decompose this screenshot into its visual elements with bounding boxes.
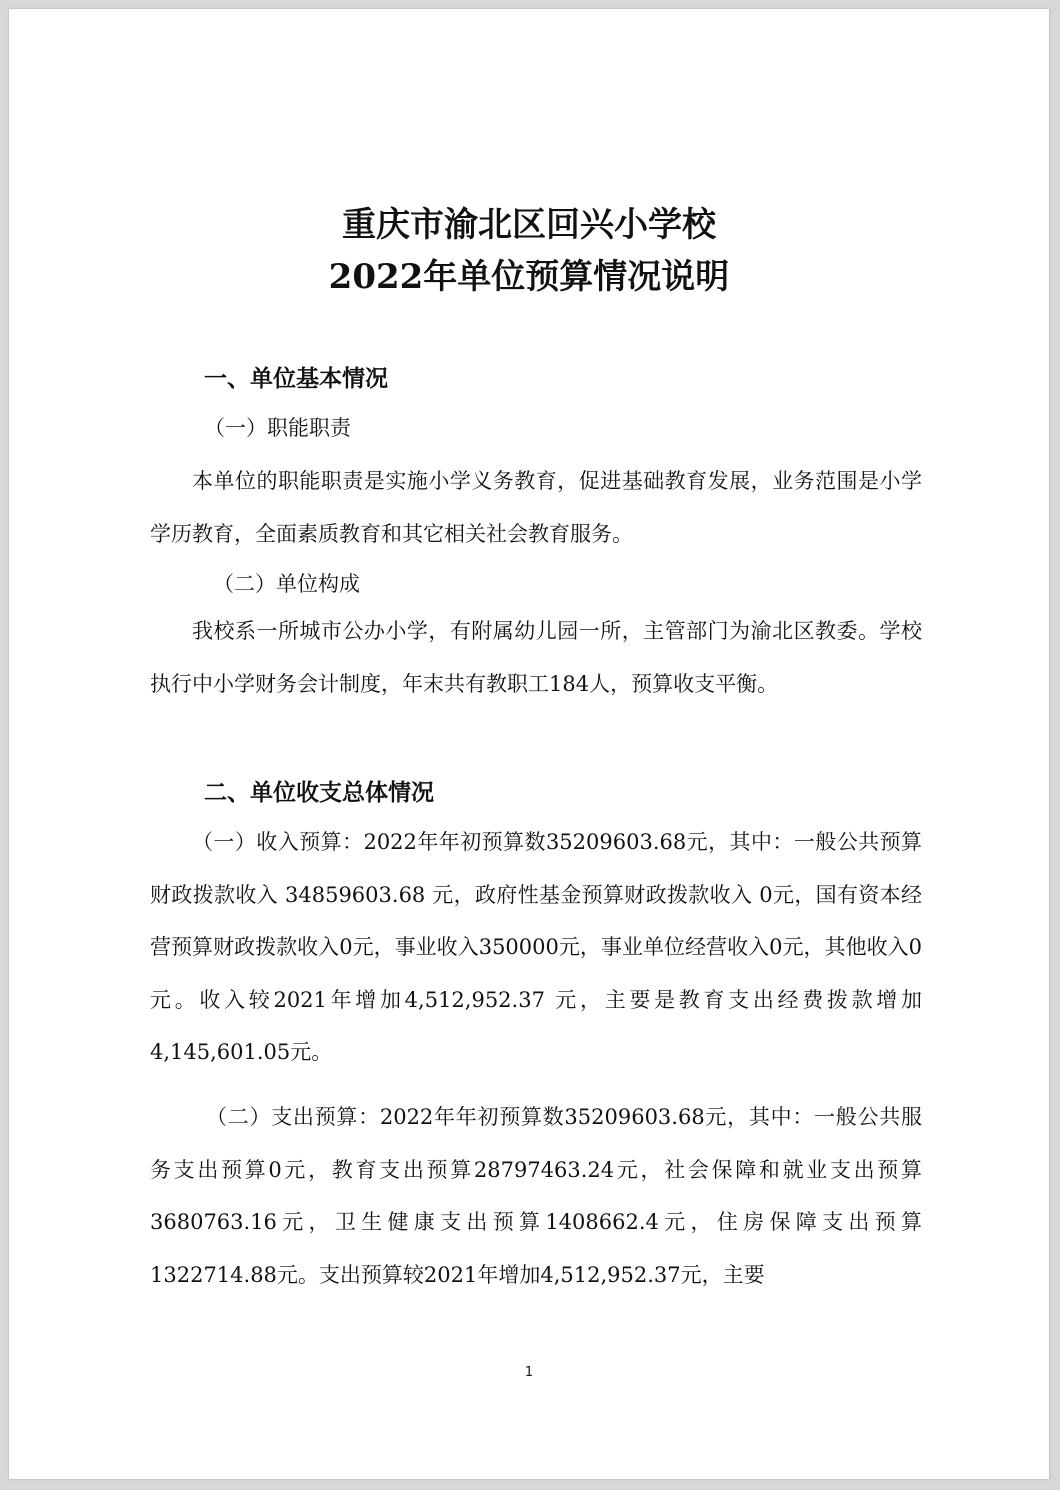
document-page <box>9 9 1049 1479</box>
section2-income-paragraph: （一）收入预算：2022年年初预算数35209603.68元，其中：一般公共预算财政拨款收入 34859603.68 元，政府性基金预算财政拨款收入 0元，国有资本经营预算财政拨款收入0元，事业收入350000元，事业单位经营收入0元，其他收入0元。收入较2021年增加4,512,952.37 元，主要是教育支出经费拨款增加4,145,601.05元。 <box>150 830 922 1064</box>
section1-sub2-heading: （二）单位构成 <box>213 572 360 596</box>
document-title-line1: 重庆市渝北区回兴小学校 <box>342 205 716 245</box>
section1-sub1-heading: （一）职能职责 <box>204 416 351 440</box>
document-title-line2: 2022年单位预算情况说明 <box>328 257 730 297</box>
page-number: 1 <box>524 1365 534 1380</box>
section2-expense-paragraph: （二）支出预算：2022年年初预算数35209603.68元，其中：一般公共服务支出预算0元，教育支出预算28797463.24元，社会保障和就业支出预算3680763.16元，卫生健康支出预算1408662.4元，住房保障支出预算1322714.88元。支出预算较2021年增加4,512,952.37元，主要 <box>150 1105 922 1287</box>
section2-heading: 二、单位收支总体情况 <box>204 780 434 806</box>
section1-sub1-paragraph: 本单位的职能职责是实施小学义务教育，促进基础教育发展，业务范围是小学学历教育，全面素质教育和其它相关社会教育服务。 <box>150 469 922 546</box>
section1-heading: 一、单位基本情况 <box>204 366 388 392</box>
section1-sub2-paragraph: 我校系一所城市公办小学，有附属幼儿园一所，主管部门为渝北区教委。学校执行中小学财务会计制度，年末共有教职工184人，预算收支平衡。 <box>150 619 922 696</box>
